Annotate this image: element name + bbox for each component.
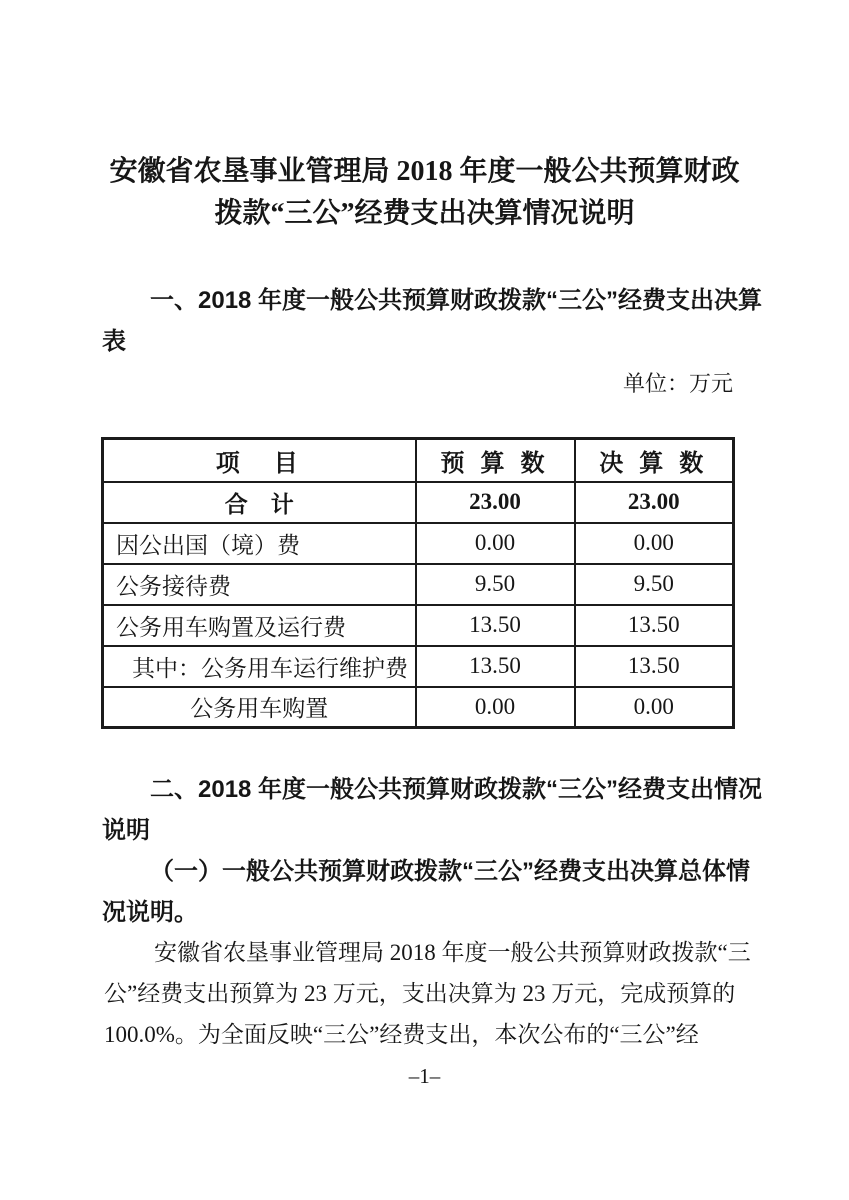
document-title-line-2: 拨款“三公”经费支出决算情况说明 xyxy=(214,198,635,229)
budget-cell: 9.50 xyxy=(416,564,575,605)
subsection-1-heading-line-2: 况说明。 xyxy=(102,899,198,926)
budget-cell: 13.50 xyxy=(416,646,575,687)
body-paragraph-line-3: 100.0%。为全面反映“三公”经费支出，本次公布的“三公”经 xyxy=(104,1022,699,1047)
item-cell: 合 计 xyxy=(103,482,416,523)
section-2-heading-line-2: 说明 xyxy=(102,817,150,844)
item-cell: 公务用车购置 xyxy=(103,687,416,728)
final-cell: 0.00 xyxy=(575,687,734,728)
body-paragraph-line-2: 公”经费支出预算为 23 万元，支出决算为 23 万元，完成预算的 xyxy=(104,981,736,1006)
final-cell: 13.50 xyxy=(575,646,734,687)
section-1-heading xyxy=(102,280,763,362)
final-cell: 13.50 xyxy=(575,605,734,646)
unit-label: 单位：万元 xyxy=(622,371,733,396)
header-final: 决 算 数 xyxy=(575,439,734,482)
table-row-abroad xyxy=(103,523,734,564)
table-row-reception xyxy=(103,564,734,605)
section-1-heading-line-2: 表 xyxy=(102,328,126,355)
body-paragraph-line-1: 安徽省农垦事业管理局 2018 年度一般公共预算财政拨款“三 xyxy=(154,940,751,965)
header-budget: 预 算 数 xyxy=(416,439,575,482)
header-item: 项 目 xyxy=(103,439,416,482)
body-paragraph xyxy=(104,932,749,1055)
final-cell: 23.00 xyxy=(575,482,734,523)
section-1-heading-line-1: 一、2018 年度一般公共预算财政拨款“三公”经费支出决算 xyxy=(150,287,763,314)
page-number: –1– xyxy=(408,1064,441,1088)
document-title xyxy=(0,151,849,235)
budget-cell: 23.00 xyxy=(416,482,575,523)
budget-cell: 13.50 xyxy=(416,605,575,646)
item-cell: 公务用车购置及运行费 xyxy=(103,605,416,646)
document-title-line-1: 安徽省农垦事业管理局 2018 年度一般公共预算财政 xyxy=(109,156,740,187)
table-row-vehicle-total xyxy=(103,605,734,646)
item-cell: 因公出国（境）费 xyxy=(103,523,416,564)
section-2-heading xyxy=(102,769,763,851)
table-row-vehicle-operation xyxy=(103,646,734,687)
item-cell: 公务接待费 xyxy=(103,564,416,605)
table-header-row xyxy=(103,439,734,482)
subsection-1-heading-line-1: （一）一般公共预算财政拨款“三公”经费支出决算总体情 xyxy=(150,858,750,885)
final-cell: 9.50 xyxy=(575,564,734,605)
budget-cell: 0.00 xyxy=(416,687,575,728)
budget-cell: 0.00 xyxy=(416,523,575,564)
item-cell: 其中：公务用车运行维护费 xyxy=(103,646,416,687)
table-row-total xyxy=(103,482,734,523)
three-public-expenditure-table xyxy=(101,437,735,729)
section-2-heading-line-1: 二、2018 年度一般公共预算财政拨款“三公”经费支出情况 xyxy=(150,776,763,803)
final-cell: 0.00 xyxy=(575,523,734,564)
table-row-vehicle-purchase xyxy=(103,687,734,728)
subsection-1-heading xyxy=(102,851,750,933)
